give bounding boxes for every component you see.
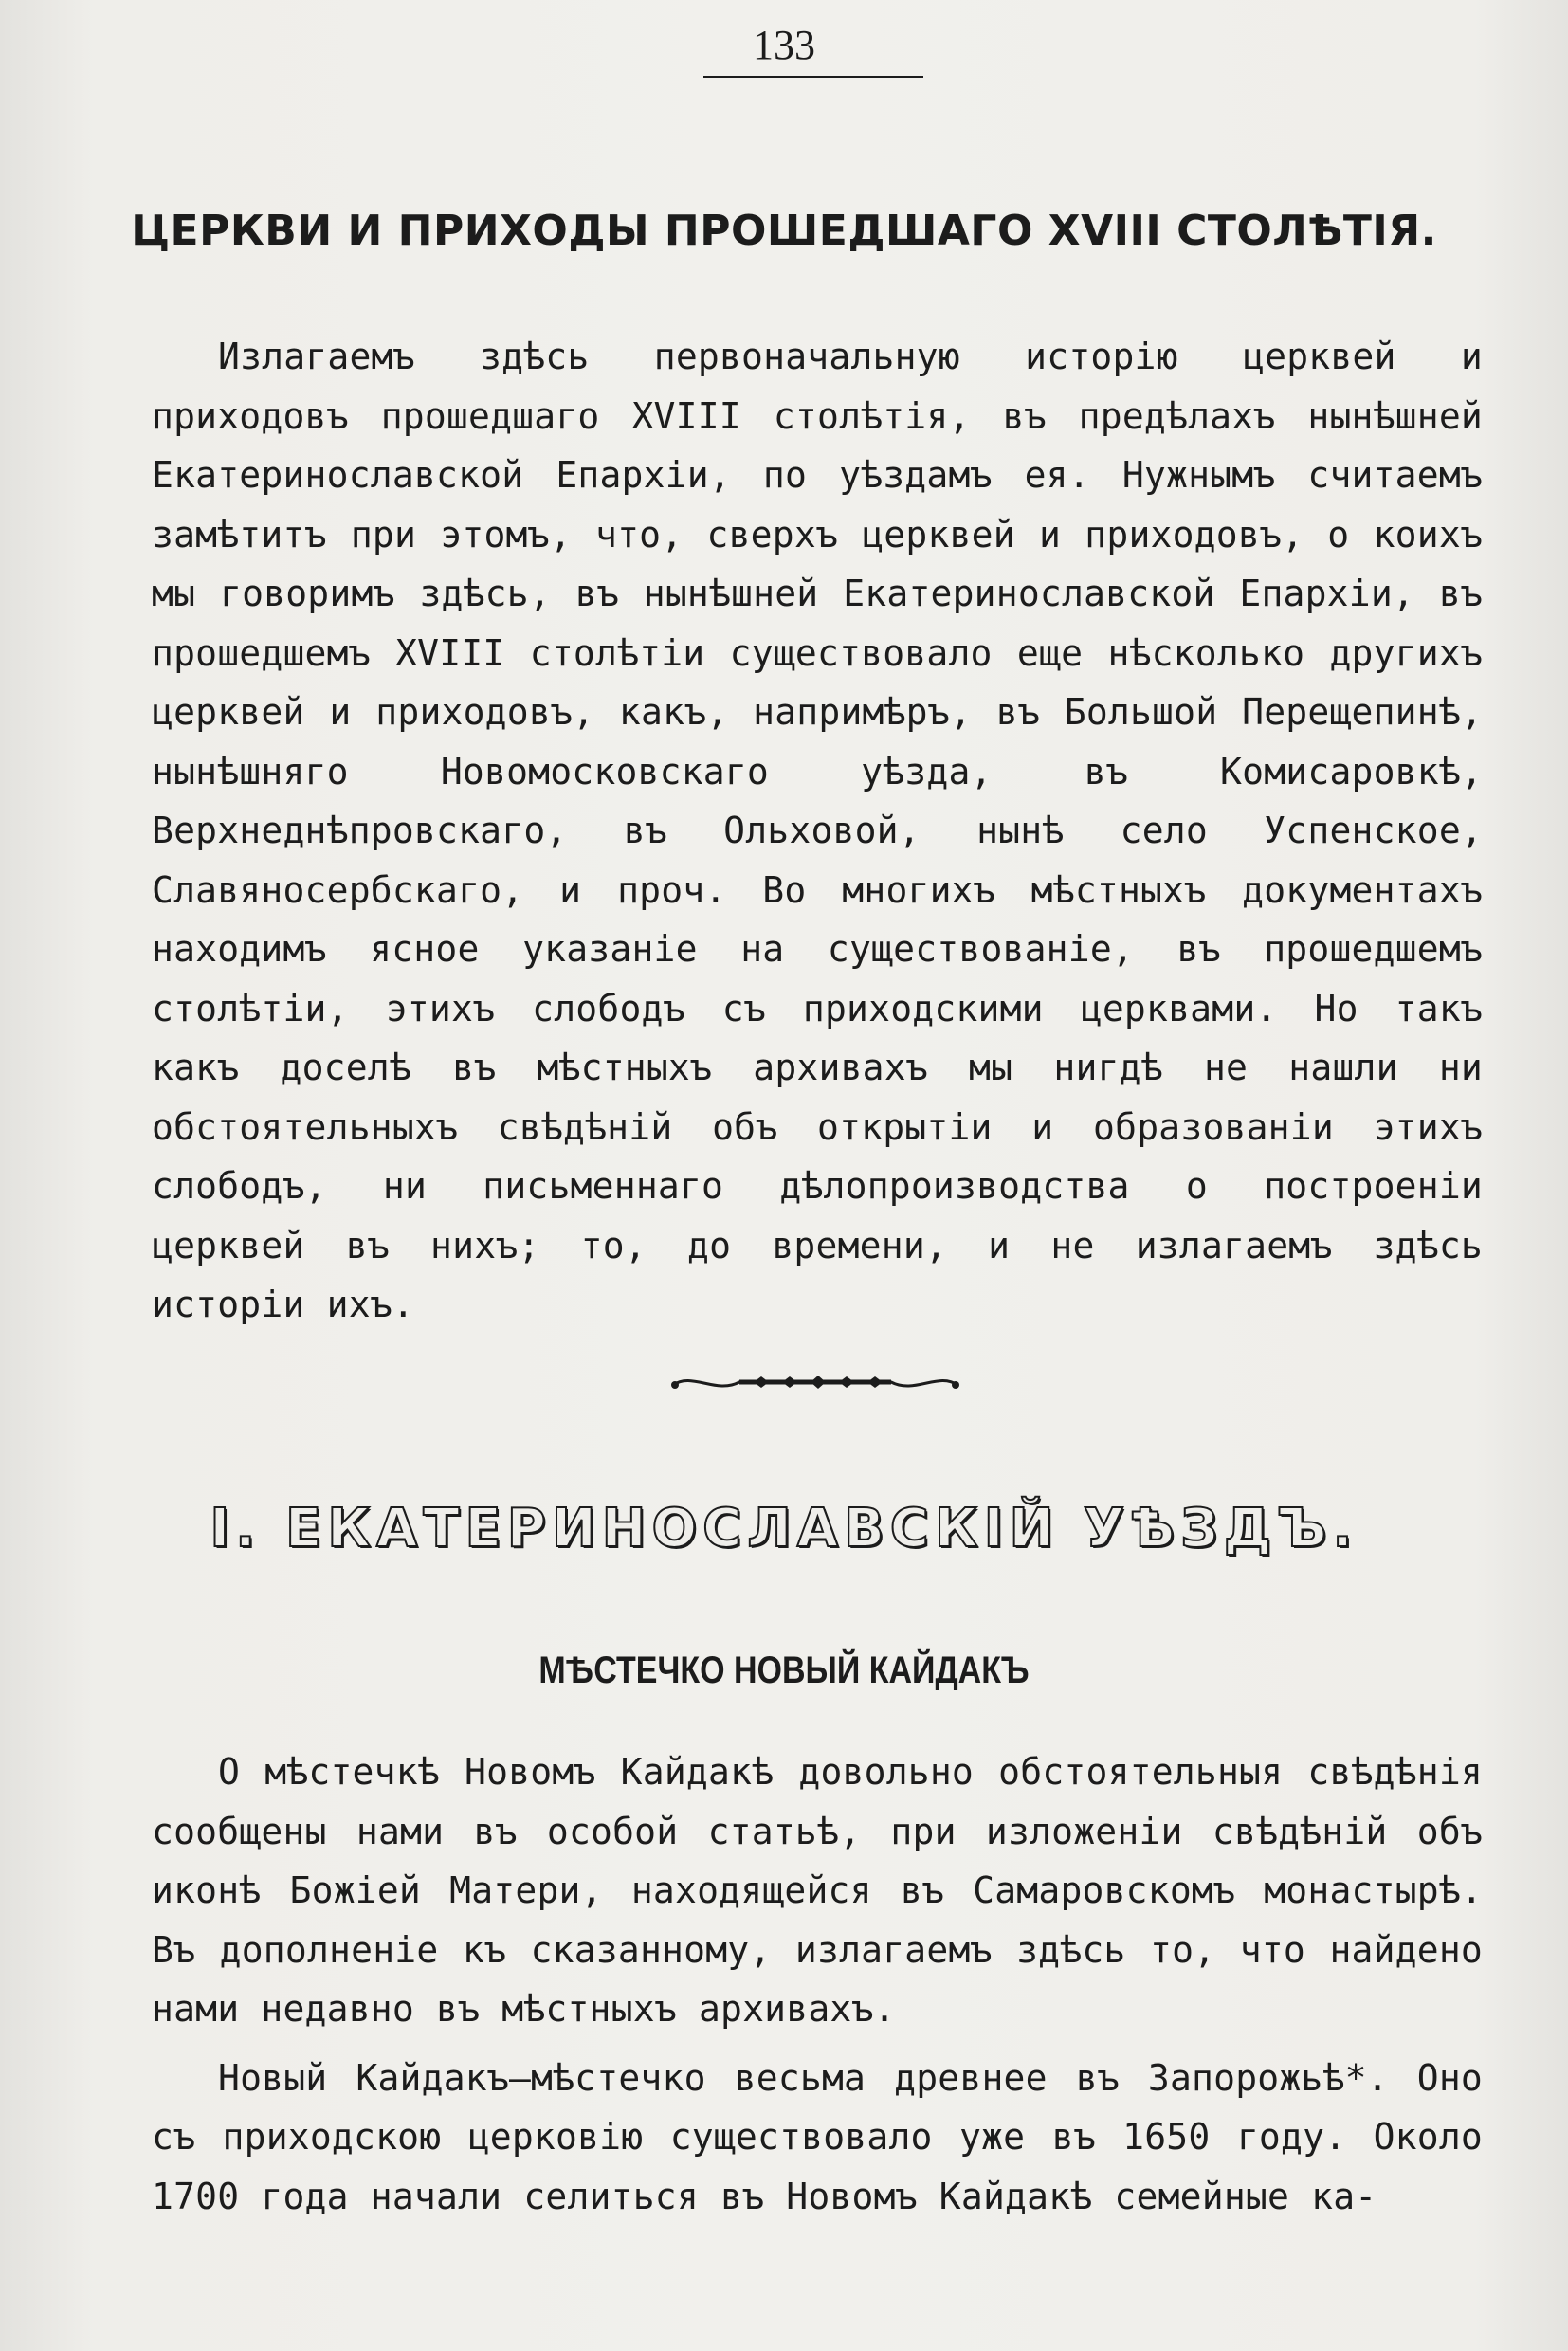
section-title: I. ЕКАТЕРИНОСЛАВСКІЙ УѢЗДЪ.: [210, 1498, 1358, 1559]
subsection-title: МѢСТЕЧКО НОВЫЙ КАЙДАКЪ: [538, 1649, 1030, 1691]
main-title: ЦЕРКВИ И ПРИХОДЫ ПРОШЕДШАГО XVIII СТОЛѢТІЯ.: [131, 207, 1437, 255]
paragraph: О мѣстечкѣ Новомъ Кайдакѣ довольно обстоятельныя свѣдѣнія сообщены нами въ особой статьѣ, при изложеніи свѣдѣній объ иконѣ Божіей Матери, находящейся въ Самаровскомъ монастырѣ. Въ дополненіе къ сказанному, излагаемъ здѣсь то, что найдено нами недавно въ мѣстныхъ архивахъ.: [152, 1751, 1483, 2030]
intro-paragraph: Излагаемъ здѣсь первоначальную исторію церквей и приходовъ прошедшаго XVIII столѣтія, въ предѣлахъ нынѣшней Екатеринославской Епархіи, по уѣздамъ ея. Нужнымъ считаемъ замѣтитъ при этомъ, что, сверхъ церквей и приходовъ, о коихъ мы говоримъ здѣсь, въ нынѣшней Екатеринославской Епархіи, въ прошедшемъ XVIII столѣтіи существовало еще нѣсколько другихъ церквей и приходовъ, какъ, напримѣръ, въ Большой Перещепинѣ, нынѣшняго Новомосковскаго уѣзда, въ Комисаровкѣ, Верхнеднѣпровскаго, въ Ольховой, нынѣ село Успенское, Славяносербскаго, и проч. Во многихъ мѣстныхъ документахъ находимъ ясное указаніе на существованіе, въ прошедшемъ столѣтіи, этихъ слободъ съ приходскими церквами. Но такъ какъ доселѣ въ мѣстныхъ архивахъ мы нигдѣ не нашли ни обстоятельныхъ свѣдѣній объ открытіи и образованіи этихъ слободъ, ни письменнаго дѣлопроизводства о построеніи церквей въ нихъ; то, до времени, и не излагаемъ здѣсь исторіи ихъ.: [152, 336, 1483, 1325]
intro-text-block: [152, 327, 1483, 1335]
body-text-block: [152, 1742, 1483, 2226]
page-number: 133: [753, 22, 815, 68]
paragraph: Новый Кайдакъ—мѣстечко весьма древнее въ Запорожьѣ*. Оно съ приходскою церковію существовало уже въ 1650 году. Около 1700 года начали селиться въ Новомъ Кайдакѣ семейные ка-: [152, 2056, 1483, 2217]
ornament-divider-icon: [664, 1368, 967, 1396]
page-number-rule: [703, 76, 923, 78]
